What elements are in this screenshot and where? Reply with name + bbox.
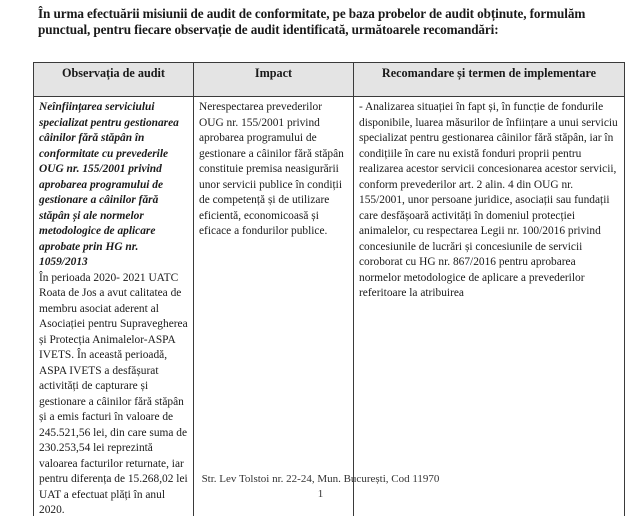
observation-title: Neînființarea serviciului specializat pentru gestionarea câinilor fără stăpân în conformitate cu prevederile OUG nr. 155/2001 privind aprobarea programului de gestionare a câinilor fără stăpân și ale normelor metodologice de aplicare aprobate prin HG nr. 1059/2013	[39, 101, 179, 268]
audit-recommendations-table	[33, 62, 625, 516]
recommendation-cell: - Analizarea situației în fapt și, în funcție de fondurile disponibile, luarea măsurilor de înființare a unui serviciu specializat pentru gestionarea câinilor fără stăpân, iar în condițiile în care nu există fonduri proprii pentru realizarea acestor servicii concesionarea acestor servicii, conform prevederilor art. 2 alin. 4 din OUG nr. 155/2001, unor persoane juridice, asociații sau fundații care desfășoară activități în domeniul protecției animalelor, cu respectarea Legii nr. 100/2016 privind concesiunile de lucrări și concesiunile de servicii coroborat cu HG nr. 867/2016 pentru aprobarea normelor metodologice de aplicare a prevederilor referitoare la atribuirea	[354, 97, 625, 516]
impact-cell: Nerespectarea prevederilor OUG nr. 155/2001 privind aprobarea programului de gestionare a câinilor fără stăpân constituie premisa neasigurării unor servicii publice în condiții de competență și de utilizare eficientă, economicoasă și eficace a fondurilor publice.	[194, 97, 354, 516]
header-impact: Impact	[194, 63, 354, 97]
header-observation: Observația de audit	[34, 63, 194, 97]
header-recommendation: Recomandare și termen de implementare	[354, 63, 625, 97]
observation-cell	[34, 97, 194, 516]
table-header-row	[34, 63, 625, 97]
table-row	[34, 97, 625, 516]
observation-body: În perioada 2020- 2021 UATC Roata de Jos a avut calitatea de membru asociat aderent al Asociației pentru Supravegherea și Protecția Animalelor-ASPA IVETS. În această perioadă, ASPA IVETS a desfășurat activități de capturare și gestionare a câinilor fără stăpân și a emis facturi în valoare de 245.521,56 lei, din care suma de 230.253,54 lei reprezintă valoarea facturilor returnate, iar pentru diferența de 15.268,02 lei UAT a efectuat plăți în anul 2020.	[39, 271, 188, 516]
footer-address: Str. Lev Tolstoi nr. 22-24, Mun. București, Cod 11970	[201, 473, 440, 485]
intro-paragraph: În urma efectuării misiunii de audit de conformitate, pe baza probelor de audit obținute, formulăm punctual, pentru fiecare observație de audit identificată, următoarele recomandări:	[38, 6, 586, 37]
page-number: 1	[317, 488, 324, 500]
